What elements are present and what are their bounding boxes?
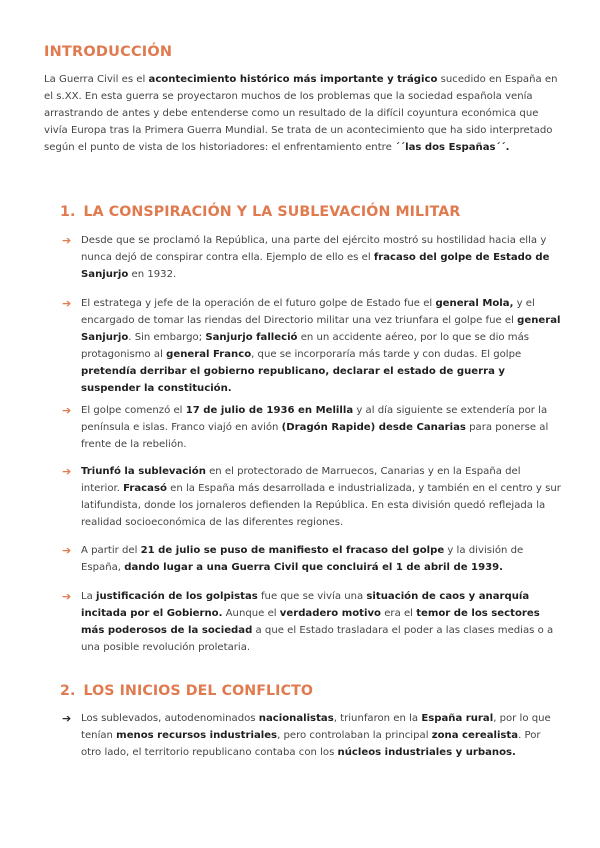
text-run: , pero controlaban la principal xyxy=(277,730,432,741)
text-run: en un accidente aéreo, por lo que se dio más protagonismo al xyxy=(81,332,530,360)
text-run: fue que se vivía una xyxy=(257,591,367,602)
text-run: . Sin embargo; xyxy=(128,332,206,343)
bold-run: nacionalistas xyxy=(258,713,334,724)
text-run: y la división de España, xyxy=(81,545,524,573)
intro-paragraph xyxy=(44,71,564,156)
intro-heading: INTRODUCCIÓN xyxy=(44,44,173,60)
list-item xyxy=(62,295,562,397)
bullet-text xyxy=(81,710,562,761)
bold-run: Triunfó la sublevación xyxy=(81,466,206,477)
section-2-heading xyxy=(60,683,313,699)
text-run: en el protectorado de Marruecos, Canarias y en la España del interior. xyxy=(81,466,521,494)
bold-run: zona cerealista xyxy=(431,730,519,741)
bullet-text xyxy=(81,232,562,283)
bullet-text xyxy=(81,542,562,576)
list-item xyxy=(62,710,562,761)
bold-run: ´´las dos Españas´´. xyxy=(395,142,510,153)
right-arrow-icon: ➔ xyxy=(62,712,72,725)
bold-run: (Dragón Rapide) desde Canarias xyxy=(281,422,466,433)
list-item xyxy=(62,232,562,283)
bold-run: acontecimiento histórico más importante y trágico xyxy=(148,74,438,85)
text-run: . Por otro lado, el territorio republicano contaba con los xyxy=(81,730,541,758)
bold-run: general Sanjurjo xyxy=(81,315,561,343)
bold-run: general Mola, xyxy=(435,298,514,309)
text-run: , por lo que tenían xyxy=(81,713,551,741)
section-2-title: LOS INICIOS DEL CONFLICTO xyxy=(83,683,314,699)
right-arrow-icon: ➔ xyxy=(62,465,72,478)
section-2-number: 2. xyxy=(60,683,76,699)
bold-run: dando lugar a una Guerra Civil que concluirá el 1 de abril de 1939. xyxy=(124,562,503,573)
text-run: El estratega y jefe de la operación de el futuro golpe de Estado fue el xyxy=(81,298,436,309)
bold-run: situación de caos y anarquía incitada por el Gobierno. xyxy=(81,591,530,619)
bold-run: fracaso del golpe de Estado de Sanjurjo xyxy=(81,252,550,280)
text-run: A partir del xyxy=(81,545,141,556)
bold-run: justificación de los golpistas xyxy=(96,591,258,602)
text-run: para ponerse al frente de la rebelión. xyxy=(81,422,549,450)
right-arrow-icon: ➔ xyxy=(62,234,72,247)
text-run: Desde que se proclamó la República, una parte del ejército mostró su hostilidad hacia ella y nunca dejó de conspirar contra ella. Ejemplo de ello es el xyxy=(81,235,547,263)
text-run: en la España más desarrollada e industrializada, y también en el centro y sur latifundista, donde los jornaleros defienden la República. En esta división quedó reflejada la realidad socioeconómica de las diferentes regiones. xyxy=(81,483,561,528)
bold-run: pretendía derribar el gobierno republicano, declarar el estado de guerra y suspender la constitución. xyxy=(81,366,505,394)
right-arrow-icon: ➔ xyxy=(62,404,72,417)
text-run: era el xyxy=(381,608,417,619)
section-1-heading xyxy=(60,204,460,220)
bold-run: temor de los sectores más poderosos de la sociedad xyxy=(81,608,540,636)
text-run: y el encargado de tomar las riendas del Directorio militar una vez triunfara el golpe fue el xyxy=(81,298,535,326)
bold-run: Fracasó xyxy=(123,483,167,494)
section-1-number: 1. xyxy=(60,204,76,220)
text-run: sucedido en España en el s.XX. En esta guerra se proyectaron muchos de los problemas que la sociedad española venía arrastrando de antes y debe entenderse como un resultado de la difícil coyuntura económica que vivía Europa tras la Primera Guerra Mundial. Se trata de un acontecimiento que ha sido interpretado según el punto de vista de los historiadores: el enfrentamiento entre xyxy=(44,74,558,153)
list-item xyxy=(62,542,562,576)
bold-run: verdadero motivo xyxy=(279,608,381,619)
text-run: y al día siguiente se extendería por la península e islas. Franco viajó en avión xyxy=(81,405,548,433)
right-arrow-icon: ➔ xyxy=(62,544,72,557)
section-1-title: LA CONSPIRACIÓN Y LA SUBLEVACIÓN MILITAR xyxy=(83,204,461,220)
text-run: Aunque el xyxy=(222,608,280,619)
bold-run: 21 de julio se puso de manifiesto el fracaso del golpe xyxy=(140,545,445,556)
bullet-text xyxy=(81,402,562,453)
bold-run: general Franco xyxy=(166,349,252,360)
text-run: Los sublevados, autodenominados xyxy=(81,713,259,724)
text-run: El golpe comenzó el xyxy=(81,405,186,416)
right-arrow-icon: ➔ xyxy=(62,590,72,603)
bullet-text xyxy=(81,588,562,656)
list-item xyxy=(62,402,562,453)
bold-run: Sanjurjo falleció xyxy=(205,332,298,343)
text-run: a que el Estado trasladara el poder a las clases medias o a una posible revolución proletaria. xyxy=(81,625,554,653)
text-run: La Guerra Civil es el xyxy=(44,74,149,85)
list-item xyxy=(62,463,562,531)
bullet-text xyxy=(81,463,562,531)
right-arrow-icon: ➔ xyxy=(62,297,72,310)
bold-run: España rural xyxy=(421,713,494,724)
bold-run: menos recursos industriales xyxy=(116,730,278,741)
text-run: La xyxy=(81,591,97,602)
bold-run: 17 de julio de 1936 en Melilla xyxy=(185,405,354,416)
bold-run: núcleos industriales y urbanos. xyxy=(337,747,516,758)
text-run: en 1932. xyxy=(128,269,177,280)
list-item xyxy=(62,588,562,656)
text-run: , que se incorporaría más tarde y con dudas. El golpe xyxy=(251,349,522,360)
bullet-text xyxy=(81,295,562,397)
text-run: , triunfaron en la xyxy=(333,713,422,724)
